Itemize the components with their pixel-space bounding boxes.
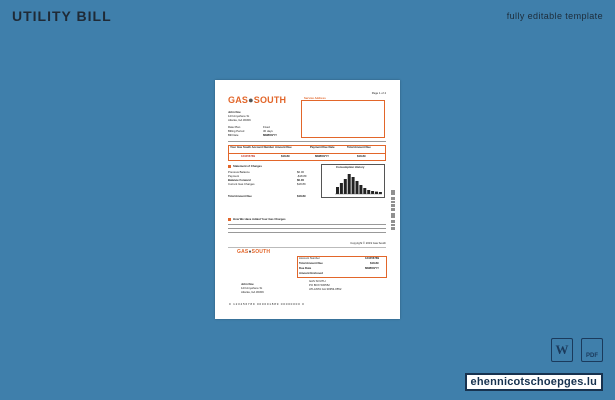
pdf-file-icon: PDF: [581, 338, 603, 362]
mail-name: John Doe: [241, 282, 254, 286]
summary-header: Payment Due Date: [310, 145, 335, 149]
consumption-bar: [356, 181, 359, 194]
consumption-bars: [322, 170, 384, 198]
remit-label: Amount Enclosed: [299, 271, 323, 275]
charges-title: How We Have Added Your Gas Charges: [233, 217, 286, 221]
account-field-label: Billing Period: [228, 129, 245, 133]
copyright: Copyright © 2019 Gas South: [350, 241, 386, 245]
mail-line2: Atlanta, GA 30309: [241, 290, 264, 294]
word-file-icon: W: [551, 338, 573, 362]
remit-logo: GAS●SOUTH: [237, 249, 271, 255]
charges-table-line: [228, 224, 386, 225]
account-field-label: Rate Plan: [228, 125, 241, 129]
consumption-bar: [352, 177, 355, 194]
template-title: UTILITY BILL: [12, 8, 112, 24]
remit-value: MM/DD/YY: [365, 266, 379, 270]
statement-label: Previous Balance: [228, 170, 250, 174]
divider: [228, 141, 386, 142]
account-field-label: Bill Date: [228, 133, 239, 137]
mail-line1: 123 Anywhere St: [241, 286, 263, 290]
consumption-bar: [375, 192, 378, 194]
charges-table-line: [228, 232, 386, 233]
gas-south-logo: GAS●SOUTH: [228, 95, 287, 105]
remit-value: $18.89: [370, 261, 379, 265]
summary-value: $18.89: [357, 154, 366, 158]
summary-value: MM/DD/YY: [315, 154, 329, 158]
statement-value: $18.89: [297, 182, 306, 186]
summary-header: Total Amount Due: [347, 145, 371, 149]
consumption-bar: [348, 174, 351, 194]
address-line2: Atlanta, GA 30309: [228, 118, 251, 122]
consumption-title: Consumption History: [336, 165, 365, 169]
template-subtitle: fully editable template: [506, 11, 603, 21]
remit-label: Account Number: [299, 256, 320, 260]
remit-value: 123456789: [365, 256, 379, 260]
statement-value: $18.89: [297, 194, 306, 198]
website-label: ehennicotschoepges.lu: [465, 373, 603, 391]
charges-table-line: [228, 228, 386, 229]
statement-label: Current Gas Charges: [228, 182, 255, 186]
summary-value: $18.89: [281, 154, 290, 158]
statement-label: Total Amount Due: [228, 194, 252, 198]
consumption-bar: [371, 191, 374, 194]
account-field-value: MM/DD/YY: [263, 133, 277, 137]
statement-label: Payment: [228, 174, 240, 178]
account-field-value: Fixed: [263, 125, 270, 129]
service-address-label: Service Address: [304, 96, 326, 100]
summary-header: Amount Due: [275, 145, 292, 149]
account-field-value: 30 days: [263, 129, 273, 133]
summary-value: 123456789: [241, 154, 255, 158]
statement-value: $0.00: [297, 178, 304, 182]
statement-value: $0.00: [297, 170, 304, 174]
file-type-icons: [551, 338, 603, 362]
remit-to-line: GAS SOUTH: [309, 279, 326, 283]
consumption-bar: [340, 183, 343, 194]
consumption-bar: [363, 188, 366, 194]
summary-header: Your Gas South Account Number: [230, 145, 275, 149]
statement-value: -$18.89: [297, 174, 307, 178]
statement-label: Balance Forward: [228, 178, 251, 182]
remit-to-line: PO BOX 530552: [309, 283, 330, 287]
remit-to-line: ATLANTA GA 30353-0552: [309, 287, 342, 291]
consumption-bar: [367, 190, 370, 194]
consumption-bar: [336, 187, 339, 194]
scan-line: 0 123456789 000001889 00000000 0: [229, 302, 305, 306]
section-marker-icon: [228, 218, 231, 221]
cut-line: [228, 247, 386, 248]
side-barcode: [391, 190, 395, 230]
section-marker-icon: [228, 165, 231, 168]
consumption-bar: [379, 192, 382, 194]
page-number: Page 1 of 4: [371, 91, 386, 95]
remit-label: Total Amount Due: [299, 261, 323, 265]
consumption-bar: [359, 185, 362, 194]
bill-document: [215, 80, 400, 319]
customer-name: John Doe: [228, 110, 241, 114]
remit-label: Due Date: [299, 266, 312, 270]
consumption-bar: [344, 179, 347, 194]
service-address-box: [301, 96, 385, 138]
consumption-chart: [321, 164, 385, 198]
address-line1: 123 Anywhere St: [228, 114, 250, 118]
statement-title: Statement of Charges: [233, 164, 262, 168]
